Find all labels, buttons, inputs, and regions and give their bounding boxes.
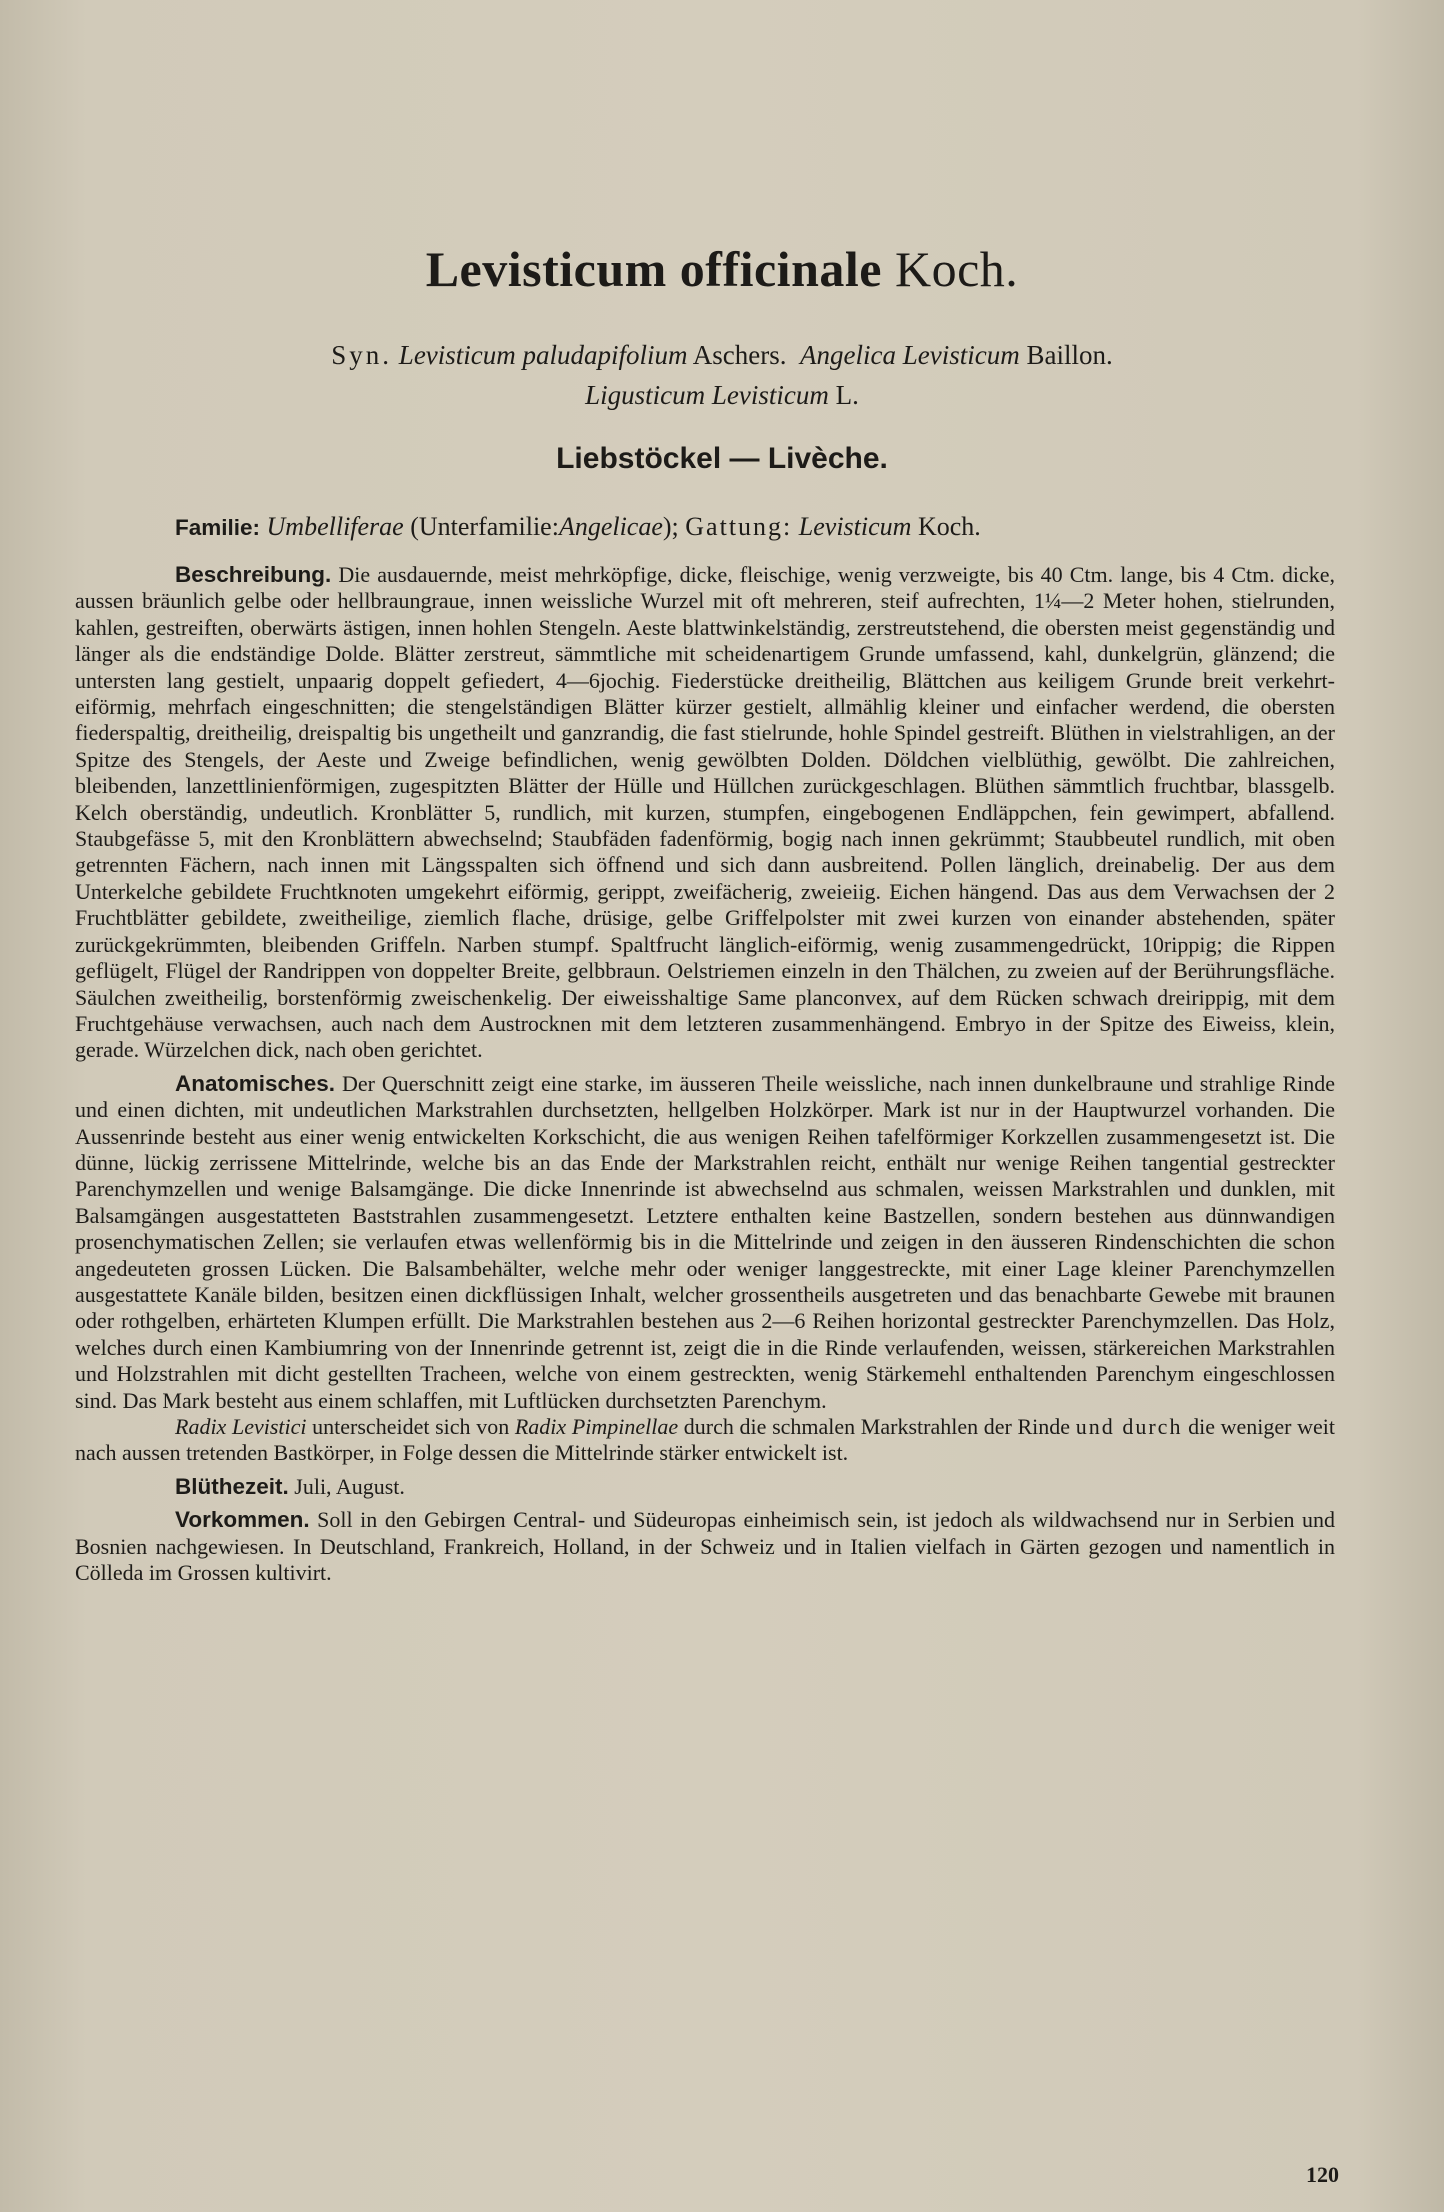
- synonym-2-name: Angelica Levisticum: [800, 340, 1020, 370]
- text-anatomisches: Der Querschnitt zeigt eine starke, im äusseren Theile weissliche, nach innen dunkelbraune und strahlige Rinde und einen dichten, mit undeutlichen Markstrahlen durchsetzten, hellgelben Holzkörper. Mark ist nur in der Hauptwurzel vorhanden. Die Aussenrinde besteht aus einer wenig entwickelten Korkschicht, die aus wenigen Reihen tafelförmiger Korkzellen zusammengesetzt ist. Die dünne, lückig zerrissene Mittelrinde, welche bis an das Ende der Markstrahlen reicht, enthält nur wenige Reihen tangential gestreckter Parenchymzellen und wenige Balsamgänge. Die dicke Innenrinde ist abwechselnd aus schmalen, weissen Markstrahlen und dunklen, mit Balsamgängen ausgestatteten Baststrahlen zusammengesetzt. Letztere enthalten keine Bastzellen, sondern bestehen aus dünnwandigen prosenchymatischen Zellen; sie verlaufen etwas wellenförmig bis in die Mittelrinde und zeigen in den äusseren Rindenschichten die schon angedeuteten grossen Lücken. Die Balsambehälter, welche mehr oder weniger langgestreckte, mit einer Lage kleiner Parenchymzellen ausgestattete Kanäle bilden, besitzen einen dickflüssigen Inhalt, welcher grossentheils ausgetreten und das benachbarte Gewebe mit braunen oder rothgelben, erhärteten Klumpen erfüllt. Die Markstrahlen bestehen aus 2—6 Reihen horizontal gestreckter Parenchymzellen. Das Holz, welches durch einen Kambiumring von der Innenrinde getrennt ist, zeigt die in die Rinde verlaufenden, weissen, stärkereichen Markstrahlen und Holzstrahlen mit dicht gestellten Tracheen, welche von einem gestreckten, wenig Stärkemehl enthaltenden Parenchym eingeschlossen sind. Das Mark besteht aus einem schlaffen, mit Luftlücken durchsetzten Parenchym.: [75, 1070, 1335, 1413]
- species-name: Levisticum officinale: [425, 241, 882, 297]
- heading-bluethezeit: Blüthezeit.: [175, 1473, 289, 1499]
- genus-name: Levisticum: [798, 512, 912, 541]
- heading-anatomisches: Anatomisches.: [175, 1070, 336, 1096]
- text-vorkommen: Soll in den Gebirgen Central- und Südeuropas einheimisch sein, ist jedoch als wildwachsend nur in Serbien und Bosnien nachgewiesen. In Deutschland, Frankreich, Holland, in der Schweiz und in Italien vielfach in Gärten gezogen und namentlich in Cölleda im Grossen kultivirt.: [75, 1507, 1335, 1586]
- paragraph-radix-comparison: [75, 1414, 1335, 1467]
- synonyms: [0, 335, 1444, 415]
- section-anatomisches: [75, 1071, 1335, 1414]
- synonym-3-author: L.: [835, 380, 859, 410]
- synonyms-label: Syn.: [331, 340, 393, 370]
- species-author: Koch.: [894, 241, 1019, 297]
- text-bluethezeit: Juli, August.: [294, 1473, 405, 1499]
- subfamily-name: Angelicae: [558, 512, 663, 541]
- text-comparison-3: die weniger weit nach aussen tretenden Bastkörper, in Folge dessen die Mittelrinde stärker entwickelt ist.: [75, 1414, 1336, 1466]
- text-beschreibung: Die ausdauernde, meist mehrköpfige, dicke, fleischige, wenig verzweigte, bis 40 Ctm. lange, bis 4 Ctm. dicke, aussen bräunlich gelbe oder hellbraungraue, innen weissliche Wurzel mit oft mehreren, steif aufrechten, 1¼—2 Meter hohen, stielrunden, kahlen, gestreiften, oberwärts ästigen, innen hohlen Stengeln. Aeste blattwinkelständig, zerstreutstehend, die obersten meist gegenständig und länger als die endständige Dolde. Blätter zerstreut, sämmtliche mit scheidenartigem Grunde umfassend, kahl, dunkelgrün, glänzend; die untersten lang gestielt, unpaarig doppelt gefiedert, 4—6jochig. Fiederstücke dreitheilig, Blättchen aus keiligem Grunde breit verkehrt-eiförmig, mehrfach eingeschnitten; die stengelständigen Blätter kürzer gestielt, allmählig kleiner und einfacher werdend, die obersten fiederspaltig, dreitheilig, dreispaltig bis ungetheilt und ganzrandig, die fast stielrunde, hohle Spindel gestreift. Blüthen in vielstrahligen, an der Spitze des Stengels, der Aeste und Zweige befindlichen, wenig gewölbten Dolden. Döldchen vielblüthig, gewölbt. Die zahlreichen, bleibenden, lanzettlinienförmigen, zugespitzten Blätter der Hülle und Hüllchen zurückgeschlagen. Blüthen sämmtlich fruchtbar, blassgelb. Kelch oberständig, undeutlich. Kronblätter 5, rundlich, mit kurzen, stumpfen, eingebogenen Endläppchen, fein gewimpert, abfallend. Staubgefässe 5, mit den Kronblättern abwechselnd; Staubfäden fadenförmig, bogig nach innen gekrümmt; Staubbeutel rundlich, mit oben getrennten Fächern, nach innen mit Längsspalten sich öffnend und sich dann ausbreitend. Pollen länglich, dreinabelig. Der aus dem Unterkelche gebildete Fruchtknoten umgekehrt eiförmig, gerippt, zweifächerig, zweieiig. Eichen hängend. Das aus dem Verwachsen der 2 Fruchtblätter gebildete, zweitheilige, ziemlich flache, drüsige, gelbe Griffelpolster mit zwei kurzen von einander abstehenden, später zurückgekrümmten, bleibenden Griffeln. Narben stumpf. Spaltfrucht länglich-eiförmig, wenig zusammengedrückt, 10rippig; die Rippen geflügelt, Flügel der Randrippen von doppelter Breite, gelbbraun. Oelstriemen einzeln in den Thälchen, zu zweien auf der Berührungsfläche. Säulchen zweitheilig, borstenförmig zweischenkelig. Der eiweisshaltige Same planconvex, auf dem Rücken schwach dreirippig, mit dem Fruchtgehäuse verwachsen, auch nach dem Austrocknen mit dem letzteren zusammenhängend. Embryo in der Spitze des Eiweiss, klein, gerade. Würzelchen dick, nach oben gerichtet.: [75, 562, 1335, 1063]
- heading-vorkommen: Vorkommen.: [175, 1507, 310, 1533]
- subfamily-open: (Unterfamilie:: [410, 512, 559, 541]
- text-comparison-spaced: und durch: [1075, 1414, 1183, 1439]
- term-radix-levistici: Radix Levistici: [175, 1414, 307, 1439]
- subfamily-close: );: [662, 512, 679, 541]
- family-line: [175, 512, 1335, 542]
- section-bluethezeit: [75, 1474, 1335, 1500]
- term-radix-pimpinellae: Radix Pimpinellae: [514, 1414, 679, 1439]
- synonym-3-name: Ligusticum Levisticum: [585, 380, 829, 410]
- genus-author: Koch.: [917, 512, 981, 541]
- body-text: [75, 562, 1335, 1586]
- genus-label: Gattung:: [685, 512, 793, 541]
- text-comparison-2: durch die schmalen Markstrahlen der Rinde: [683, 1414, 1071, 1439]
- family-label: Familie:: [175, 515, 261, 540]
- synonym-1-author: Aschers.: [692, 340, 787, 370]
- section-vorkommen: [75, 1507, 1335, 1586]
- page-number: 120: [1306, 2162, 1339, 2187]
- text-comparison-1: unterscheidet sich von: [312, 1414, 510, 1439]
- heading-beschreibung: Beschreibung.: [175, 562, 332, 587]
- synonym-1-name: Levisticum paludapifolium: [398, 340, 688, 370]
- page-title: [0, 240, 1444, 298]
- common-name: Liebstöckel — Livèche.: [556, 442, 888, 475]
- family-name: Umbelliferae: [266, 512, 404, 541]
- synonym-2-author: Baillon.: [1026, 340, 1113, 370]
- section-beschreibung: [75, 562, 1335, 1064]
